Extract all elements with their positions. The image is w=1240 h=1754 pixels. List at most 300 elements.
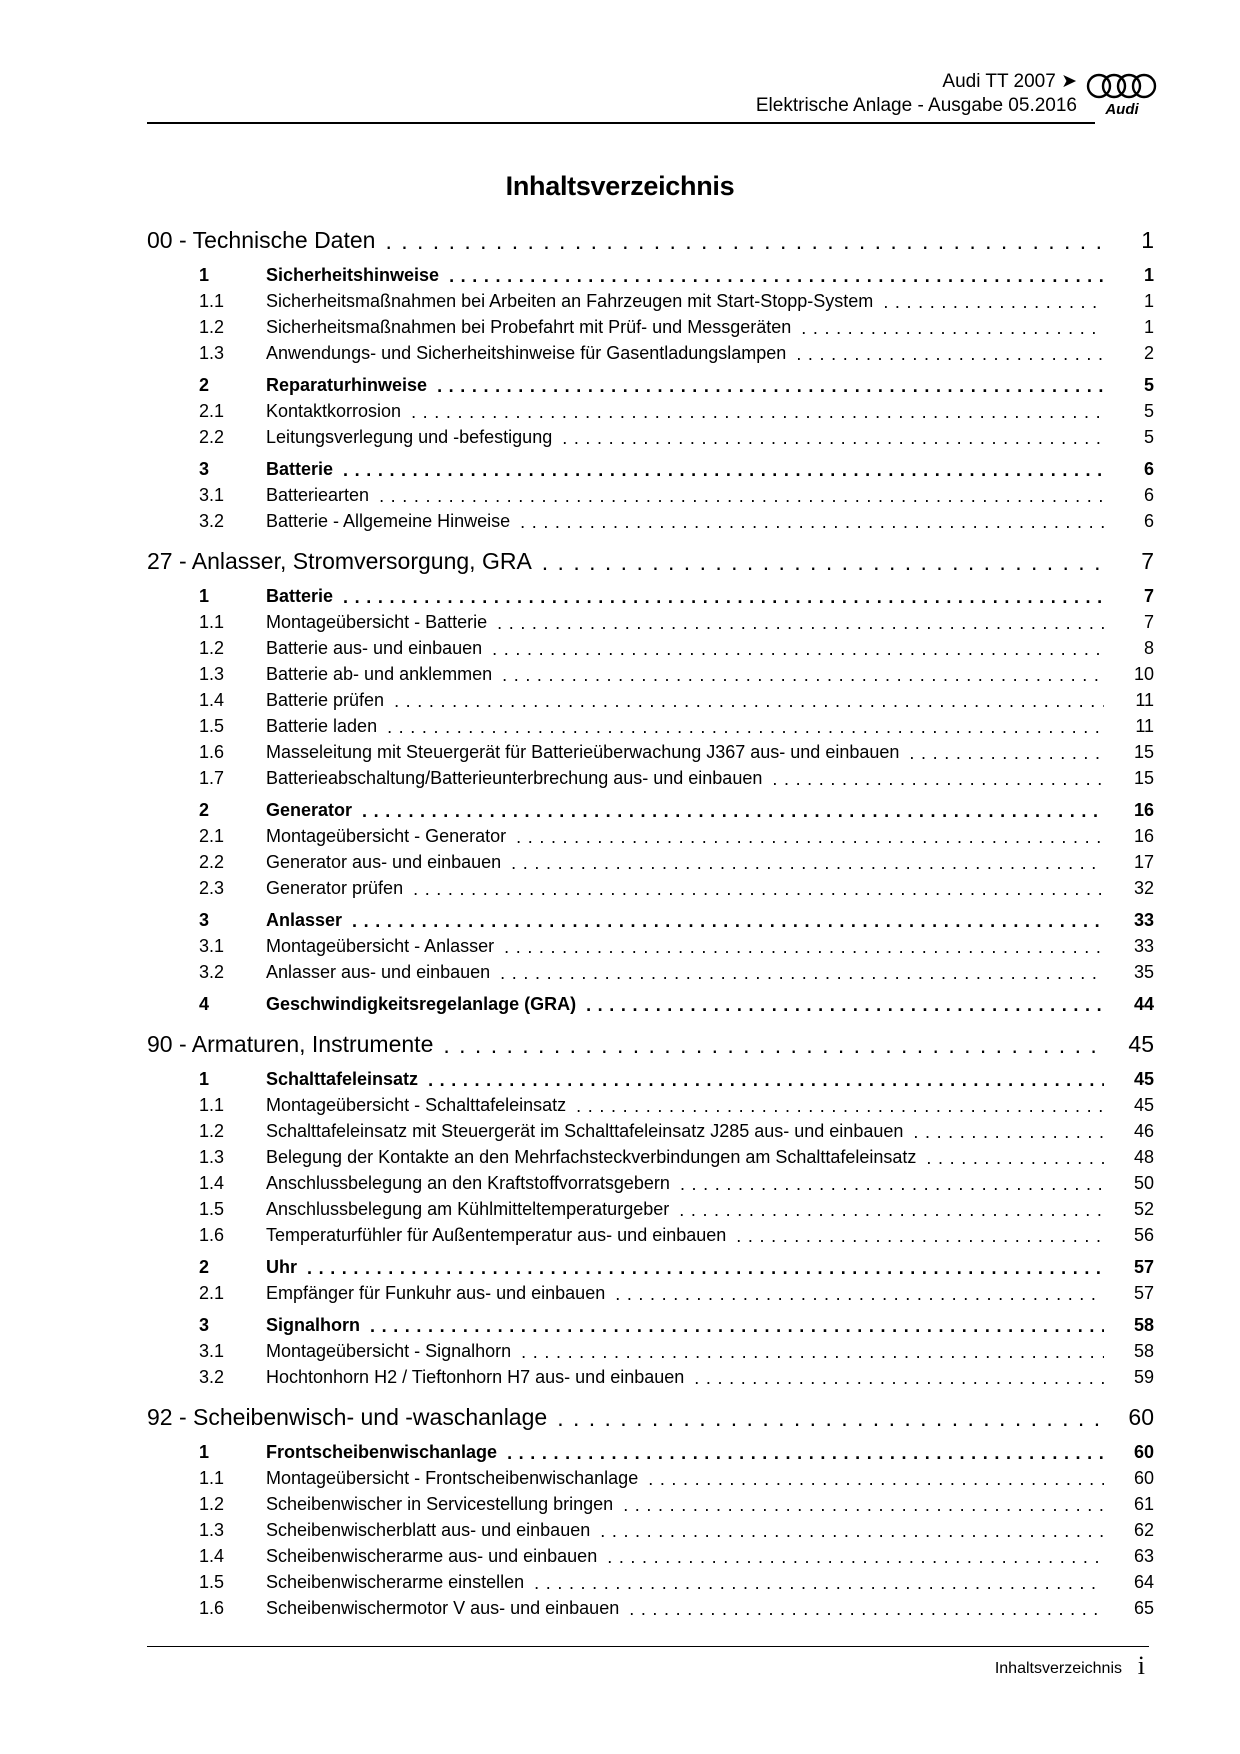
header-divider xyxy=(147,122,1095,124)
toc-label: Scheibenwischerarme aus- und einbauen xyxy=(266,1545,598,1566)
toc-text xyxy=(147,878,413,899)
toc-label: 27 - Anlasser, Stromversorgung, GRA xyxy=(147,547,532,574)
toc-text xyxy=(147,586,343,607)
toc-label: Montageübersicht - Frontscheibenwischanlage xyxy=(266,1467,639,1488)
toc-number: 3.1 xyxy=(199,1340,225,1361)
toc-entry[interactable] xyxy=(147,688,1154,712)
header-edition: Elektrische Anlage - Ausgabe 05.2016 xyxy=(755,95,1077,116)
page-title: Inhaltsverzeichnis xyxy=(505,171,735,201)
toc-chapter[interactable] xyxy=(147,546,1154,576)
toc-page-number: 33 xyxy=(1133,935,1154,956)
toc-text xyxy=(147,1572,534,1593)
toc-number: 1.2 xyxy=(199,1493,225,1514)
dot-leader xyxy=(557,1405,1104,1432)
toc-section[interactable] xyxy=(147,1067,1154,1091)
toc-section[interactable] xyxy=(147,457,1154,481)
dot-leader xyxy=(352,911,1104,932)
toc-entry[interactable] xyxy=(147,662,1154,686)
toc-entry[interactable] xyxy=(147,1518,1154,1542)
toc-label: Batterie - Allgemeine Hinweise xyxy=(266,510,511,531)
toc-number: 1.3 xyxy=(199,1146,225,1167)
toc-entry[interactable] xyxy=(147,610,1154,634)
toc-page-number: 7 xyxy=(1141,547,1154,574)
dot-leader xyxy=(883,292,1104,313)
toc-number: 1.1 xyxy=(199,1094,225,1115)
toc-number: 1.5 xyxy=(199,715,225,736)
toc-label: Montageübersicht - Signalhorn xyxy=(266,1340,512,1361)
toc-page-number: 7 xyxy=(1143,585,1154,606)
toc-page-number: 33 xyxy=(1133,909,1154,930)
toc-label: Sicherheitshinweise xyxy=(266,264,440,285)
toc-page-number: 6 xyxy=(1143,484,1154,505)
toc-text xyxy=(147,1468,648,1489)
toc-page-number: 8 xyxy=(1143,637,1154,658)
toc-text xyxy=(147,1199,679,1220)
toc-text xyxy=(147,1069,428,1090)
toc-label: Batterie ab- und anklemmen xyxy=(266,663,493,684)
toc-number: 1 xyxy=(199,1068,210,1089)
toc-number: 1.4 xyxy=(199,689,225,710)
toc-number: 2.3 xyxy=(199,877,225,898)
toc-label: Scheibenwischermotor V aus- und einbauen xyxy=(266,1597,620,1618)
logo-text: Audi xyxy=(1105,101,1139,118)
toc-text xyxy=(147,548,542,575)
toc-entry[interactable] xyxy=(147,399,1154,423)
dot-leader xyxy=(411,402,1104,423)
toc-page-number: 11 xyxy=(1135,689,1154,710)
toc-chapter[interactable] xyxy=(147,1402,1154,1432)
toc-label: Schalttafeleinsatz mit Steuergerät im Schalttafeleinsatz J285 aus- und einbauen xyxy=(266,1120,904,1141)
toc-number: 1.1 xyxy=(199,611,225,632)
toc-entry[interactable] xyxy=(147,1223,1154,1247)
toc-page-number: 62 xyxy=(1133,1519,1154,1540)
toc-page-number: 17 xyxy=(1133,851,1154,872)
toc-label: Scheibenwischerarme einstellen xyxy=(266,1571,525,1592)
toc-entry[interactable] xyxy=(147,1281,1154,1305)
toc-label: Anlasser aus- und einbauen xyxy=(266,961,491,982)
toc-label: Schalttafeleinsatz xyxy=(266,1068,419,1089)
toc-entry[interactable] xyxy=(147,1492,1154,1516)
toc-number: 2.1 xyxy=(199,400,225,421)
toc-label: Batterie xyxy=(266,585,334,606)
dot-leader xyxy=(385,228,1104,255)
toc-page-number: 6 xyxy=(1143,458,1154,479)
toc-number: 4 xyxy=(199,993,210,1014)
dot-leader xyxy=(387,717,1104,738)
toc-page-number: 60 xyxy=(1133,1441,1154,1462)
toc-number: 3.2 xyxy=(199,1366,225,1387)
toc-label: 92 - Scheibenwisch- und -waschanlage xyxy=(147,1403,548,1430)
toc-label: Kontaktkorrosion xyxy=(266,400,402,421)
toc-page-number: 16 xyxy=(1133,799,1154,820)
dot-leader xyxy=(394,691,1104,712)
dot-leader xyxy=(542,549,1104,576)
toc-number: 1.3 xyxy=(199,663,225,684)
toc-page-number: 5 xyxy=(1143,374,1154,395)
toc-number: 3 xyxy=(199,458,210,479)
dot-leader xyxy=(909,743,1104,764)
toc-page-number: 1 xyxy=(1143,264,1154,285)
toc-page-number: 15 xyxy=(1133,767,1154,788)
toc-label: Batterie aus- und einbauen xyxy=(266,637,483,658)
toc-section[interactable] xyxy=(147,263,1154,287)
toc-entry[interactable] xyxy=(147,714,1154,738)
toc-section[interactable] xyxy=(147,1440,1154,1464)
toc-entry[interactable] xyxy=(147,1171,1154,1195)
dot-leader xyxy=(796,344,1104,365)
toc-number: 3.2 xyxy=(199,510,225,531)
toc-text xyxy=(147,1367,694,1388)
dot-leader xyxy=(926,1148,1104,1169)
toc-number: 1.6 xyxy=(199,741,225,762)
toc-text xyxy=(147,1546,607,1567)
toc-page-number: 5 xyxy=(1143,426,1154,447)
dot-leader xyxy=(516,827,1104,848)
toc-number: 1.4 xyxy=(199,1172,225,1193)
dot-leader xyxy=(801,318,1104,339)
toc-number: 1.2 xyxy=(199,1120,225,1141)
dot-leader xyxy=(502,665,1104,686)
toc-text xyxy=(147,1404,557,1431)
toc-entry[interactable] xyxy=(147,1466,1154,1490)
toc-entry[interactable] xyxy=(147,960,1154,984)
dot-leader xyxy=(680,1174,1104,1195)
toc-text xyxy=(147,1031,443,1058)
dot-leader xyxy=(492,639,1104,660)
toc-entry[interactable] xyxy=(147,876,1154,900)
toc-number: 2 xyxy=(199,374,210,395)
toc-number: 1.1 xyxy=(199,290,225,311)
dot-leader xyxy=(362,801,1104,822)
toc-text xyxy=(147,1121,913,1142)
toc-label: Generator xyxy=(266,799,353,820)
toc-page-number: 65 xyxy=(1133,1597,1154,1618)
toc-number: 2.2 xyxy=(199,426,225,447)
dot-leader xyxy=(576,1096,1104,1117)
toc-text xyxy=(147,1257,307,1278)
toc-text xyxy=(147,852,511,873)
toc-entry[interactable] xyxy=(147,509,1154,533)
toc-number: 1 xyxy=(199,264,210,285)
toc-number: 2 xyxy=(199,1256,210,1277)
toc-text xyxy=(147,910,352,931)
toc-label: Generator aus- und einbauen xyxy=(266,851,502,872)
dot-leader xyxy=(913,1122,1104,1143)
toc-entry[interactable] xyxy=(147,341,1154,365)
toc-number: 1.7 xyxy=(199,767,225,788)
toc-page-number: 64 xyxy=(1133,1571,1154,1592)
toc-label: Anwendungs- und Sicherheitshinweise für Gasentladungslampen xyxy=(266,342,787,363)
toc-label: Generator prüfen xyxy=(266,877,404,898)
toc-page-number: 16 xyxy=(1133,825,1154,846)
toc-label: Montageübersicht - Batterie xyxy=(266,611,488,632)
toc-text xyxy=(147,1494,623,1515)
dot-leader xyxy=(428,1070,1104,1091)
toc-number: 1.3 xyxy=(199,1519,225,1540)
toc-entry[interactable] xyxy=(147,425,1154,449)
toc-entry[interactable] xyxy=(147,1093,1154,1117)
dot-leader xyxy=(694,1368,1104,1389)
toc-number: 1 xyxy=(199,585,210,606)
toc-page-number: 48 xyxy=(1133,1146,1154,1167)
toc-text xyxy=(147,1147,926,1168)
toc-section[interactable] xyxy=(147,373,1154,397)
toc-text xyxy=(147,227,385,254)
toc-label: Anlasser xyxy=(266,909,343,930)
toc-page-number: 1 xyxy=(1143,316,1154,337)
toc-text xyxy=(147,826,516,847)
toc-text xyxy=(147,1225,736,1246)
toc-text xyxy=(147,1173,680,1194)
toc-entry[interactable] xyxy=(147,850,1154,874)
toc-page-number: 50 xyxy=(1133,1172,1154,1193)
dot-leader xyxy=(343,587,1104,608)
toc-page-number: 57 xyxy=(1133,1282,1154,1303)
toc-entry[interactable] xyxy=(147,1339,1154,1363)
toc-label: Masseleitung mit Steuergerät für Batterieüberwachung J367 aus- und einbauen xyxy=(266,741,900,762)
toc-text xyxy=(147,1315,370,1336)
toc-entry[interactable] xyxy=(147,1365,1154,1389)
toc-number: 1.6 xyxy=(199,1597,225,1618)
toc-number: 1.2 xyxy=(199,316,225,337)
toc-label: Montageübersicht - Generator xyxy=(266,825,507,846)
toc-label: Montageübersicht - Schalttafeleinsatz xyxy=(266,1094,567,1115)
toc-section[interactable] xyxy=(147,1255,1154,1279)
toc-label: Anschlussbelegung am Kühlmitteltemperaturgeber xyxy=(266,1198,670,1219)
toc-page-number: 57 xyxy=(1133,1256,1154,1277)
toc-label: Scheibenwischer in Servicestellung bringen xyxy=(266,1493,614,1514)
toc-text xyxy=(147,664,502,685)
toc-label: Geschwindigkeitsregelanlage (GRA) xyxy=(266,993,577,1014)
toc-entry[interactable] xyxy=(147,636,1154,660)
toc-label: Anschlussbelegung an den Kraftstoffvorratsgebern xyxy=(266,1172,670,1193)
toc-number: 1.6 xyxy=(199,1224,225,1245)
dot-leader xyxy=(379,486,1104,507)
dot-leader xyxy=(521,1342,1104,1363)
toc-label: Reparaturhinweise xyxy=(266,374,428,395)
toc-label: Sicherheitsmaßnahmen bei Arbeiten an Fahrzeugen mit Start-Stopp-System xyxy=(266,290,874,311)
toc-label: Batterie xyxy=(266,458,334,479)
toc-number: 1 xyxy=(199,1441,210,1462)
toc-page-number: 5 xyxy=(1143,400,1154,421)
toc-text xyxy=(147,936,504,957)
toc-label: Signalhorn xyxy=(266,1314,360,1335)
toc-page-number: 7 xyxy=(1143,611,1154,632)
toc-text xyxy=(147,962,500,983)
toc-number: 1.4 xyxy=(199,1545,225,1566)
toc-label: Batterie prüfen xyxy=(266,689,385,710)
footer-page-number: i xyxy=(1137,1651,1145,1680)
toc-text xyxy=(147,716,387,737)
toc-entry[interactable] xyxy=(147,315,1154,339)
toc-text xyxy=(147,511,520,532)
toc-number: 2.2 xyxy=(199,851,225,872)
toc-page-number: 52 xyxy=(1133,1198,1154,1219)
toc-number: 1.1 xyxy=(199,1467,225,1488)
toc-text xyxy=(147,1520,600,1541)
toc-label: 00 - Technische Daten xyxy=(147,226,376,253)
toc-page-number: 60 xyxy=(1128,1403,1154,1430)
toc-page-number: 45 xyxy=(1133,1068,1154,1089)
toc-chapter[interactable] xyxy=(147,1029,1154,1059)
toc-entry[interactable] xyxy=(147,1570,1154,1594)
toc-page-number: 61 xyxy=(1133,1493,1154,1514)
dot-leader xyxy=(600,1521,1104,1542)
toc-entry[interactable] xyxy=(147,824,1154,848)
toc-page-number: 1 xyxy=(1143,290,1154,311)
dot-leader xyxy=(607,1547,1104,1568)
toc-page-number: 32 xyxy=(1133,877,1154,898)
header-model: Audi TT 2007 ➤ xyxy=(942,71,1077,92)
toc-page-number: 35 xyxy=(1133,961,1154,982)
toc-label: Batterieabschaltung/Batterieunterbrechung aus- und einbauen xyxy=(266,767,763,788)
dot-leader xyxy=(343,460,1104,481)
toc-entry[interactable] xyxy=(147,1119,1154,1143)
toc-label: Temperaturfühler für Außentemperatur aus- und einbauen xyxy=(266,1224,727,1245)
toc-label: 90 - Armaturen, Instrumente xyxy=(147,1030,434,1057)
dot-leader xyxy=(507,1443,1104,1464)
toc-number: 2.1 xyxy=(199,1282,225,1303)
toc-text xyxy=(147,638,492,659)
toc-page-number: 44 xyxy=(1133,993,1154,1014)
toc-page-number: 6 xyxy=(1143,510,1154,531)
dot-leader xyxy=(629,1599,1104,1620)
dot-leader xyxy=(772,769,1104,790)
toc-label: Sicherheitsmaßnahmen bei Probefahrt mit Prüf- und Messgeräten xyxy=(266,316,792,337)
toc-page-number: 45 xyxy=(1128,1030,1154,1057)
toc-number: 1.2 xyxy=(199,637,225,658)
dot-leader xyxy=(615,1284,1104,1305)
toc-page-number: 2 xyxy=(1143,342,1154,363)
toc-text xyxy=(147,1095,576,1116)
audi-logo xyxy=(1084,72,1162,118)
toc-page-number: 11 xyxy=(1135,715,1154,736)
toc-label: Leitungsverlegung und -befestigung xyxy=(266,426,553,447)
toc-text xyxy=(147,800,362,821)
dot-leader xyxy=(648,1469,1104,1490)
toc-text xyxy=(147,265,449,286)
dot-leader xyxy=(511,853,1104,874)
toc-page-number: 60 xyxy=(1133,1467,1154,1488)
toc-text xyxy=(147,375,437,396)
dot-leader xyxy=(449,266,1104,287)
dot-leader xyxy=(679,1200,1104,1221)
toc-page-number: 59 xyxy=(1133,1366,1154,1387)
toc-number: 2.1 xyxy=(199,825,225,846)
toc-text xyxy=(147,1442,507,1463)
toc-label: Hochtonhorn H2 / Tieftonhorn H7 aus- und einbauen xyxy=(266,1366,685,1387)
dot-leader xyxy=(562,428,1104,449)
toc-label: Montageübersicht - Anlasser xyxy=(266,935,495,956)
toc-text xyxy=(147,317,801,338)
toc-label: Frontscheibenwischanlage xyxy=(266,1441,498,1462)
toc-entry[interactable] xyxy=(147,289,1154,313)
dot-leader xyxy=(520,512,1104,533)
toc-label: Empfänger für Funkuhr aus- und einbauen xyxy=(266,1282,606,1303)
toc-page-number: 58 xyxy=(1133,1314,1154,1335)
toc-entry[interactable] xyxy=(147,1596,1154,1620)
footer-label: Inhaltsverzeichnis xyxy=(994,1660,1122,1677)
dot-leader xyxy=(736,1226,1104,1247)
toc-text xyxy=(147,1283,615,1304)
toc-text xyxy=(147,742,909,763)
toc-entry[interactable] xyxy=(147,1197,1154,1221)
toc-text xyxy=(147,1341,521,1362)
toc-section[interactable] xyxy=(147,1313,1154,1337)
toc-text xyxy=(147,612,497,633)
dot-leader xyxy=(413,879,1104,900)
toc-page-number: 58 xyxy=(1133,1340,1154,1361)
dot-leader xyxy=(443,1032,1104,1059)
toc-number: 3 xyxy=(199,1314,210,1335)
toc-page-number: 1 xyxy=(1141,226,1154,253)
toc-section[interactable] xyxy=(147,798,1154,822)
dot-leader xyxy=(623,1495,1104,1516)
footer-divider xyxy=(147,1646,1149,1647)
toc-text xyxy=(147,427,562,448)
toc-text xyxy=(147,485,379,506)
toc-number: 3 xyxy=(199,909,210,930)
toc-number: 1.5 xyxy=(199,1571,225,1592)
dot-leader xyxy=(504,937,1104,958)
toc-chapter[interactable] xyxy=(147,225,1154,255)
toc-page-number: 10 xyxy=(1133,663,1154,684)
dot-leader xyxy=(370,1316,1104,1337)
header-text xyxy=(756,70,1077,118)
toc-page-number: 45 xyxy=(1133,1094,1154,1115)
toc-number: 3.2 xyxy=(199,961,225,982)
toc-entry[interactable] xyxy=(147,766,1154,790)
dot-leader xyxy=(534,1573,1104,1594)
toc-entry[interactable] xyxy=(147,1145,1154,1169)
toc-label: Batterie laden xyxy=(266,715,378,736)
toc-section[interactable] xyxy=(147,584,1154,608)
toc-text xyxy=(147,459,343,480)
dot-leader xyxy=(307,1258,1104,1279)
toc-text xyxy=(147,1598,629,1619)
toc-text xyxy=(147,768,772,789)
dot-leader xyxy=(497,613,1104,634)
toc-entry[interactable] xyxy=(147,1544,1154,1568)
toc-number: 1.5 xyxy=(199,1198,225,1219)
toc-entry[interactable] xyxy=(147,740,1154,764)
dot-leader xyxy=(437,376,1104,397)
toc-section[interactable] xyxy=(147,992,1154,1016)
toc-text xyxy=(147,401,411,422)
toc-entry[interactable] xyxy=(147,934,1154,958)
toc-text xyxy=(147,994,586,1015)
toc-text xyxy=(147,343,796,364)
toc-text xyxy=(147,291,883,312)
dot-leader xyxy=(500,963,1104,984)
toc-text xyxy=(147,690,394,711)
toc-label: Scheibenwischerblatt aus- und einbauen xyxy=(266,1519,591,1540)
toc-label: Belegung der Kontakte an den Mehrfachsteckverbindungen am Schalttafeleinsatz xyxy=(266,1146,917,1167)
toc-page-number: 56 xyxy=(1133,1224,1154,1245)
toc-section[interactable] xyxy=(147,908,1154,932)
toc-number: 3.1 xyxy=(199,935,225,956)
toc-page-number: 46 xyxy=(1133,1120,1154,1141)
dot-leader xyxy=(586,995,1104,1016)
toc-label: Batteriearten xyxy=(266,484,370,505)
toc-label: Uhr xyxy=(266,1256,297,1277)
toc-number: 3.1 xyxy=(199,484,225,505)
toc-number: 2 xyxy=(199,799,210,820)
toc-entry[interactable] xyxy=(147,483,1154,507)
toc-page-number: 15 xyxy=(1133,741,1154,762)
toc-number: 1.3 xyxy=(199,342,225,363)
page-header xyxy=(147,70,1162,126)
